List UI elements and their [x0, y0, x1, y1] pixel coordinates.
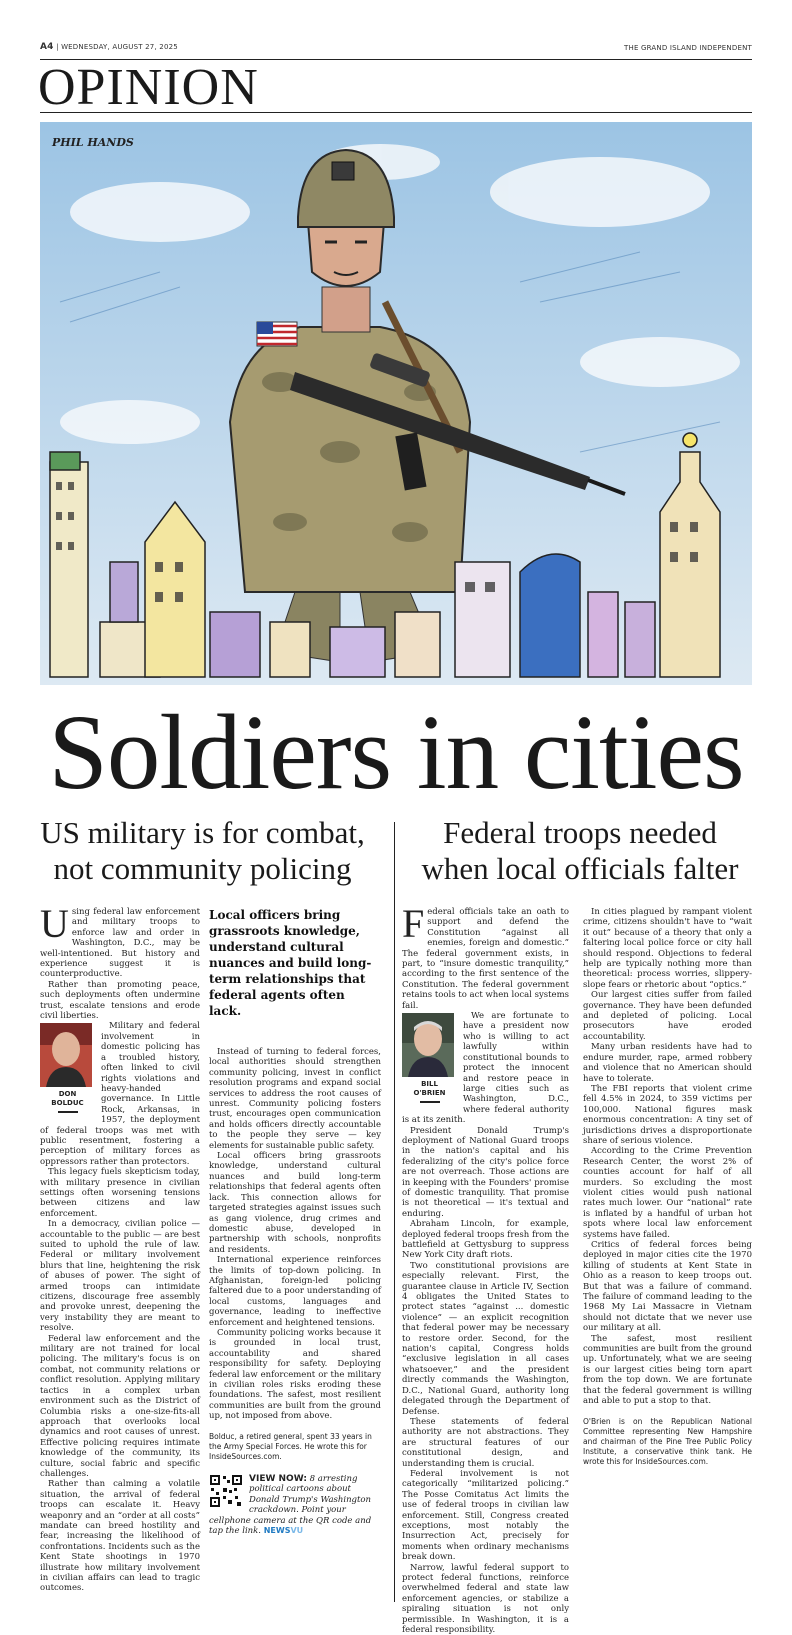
- right-article-column-2: [583, 907, 752, 1467]
- promo-text: 8 arresting political cartoons about Donald Trump's Washington crackdown. Point your cellphone camera at the QR code and tap the link.: [209, 1473, 372, 1537]
- left-subhead-line1: US military is for combat,: [40, 815, 365, 850]
- right-author-mug: [402, 1013, 457, 1103]
- right-subhead-line1: Federal troops needed: [443, 815, 717, 850]
- left-paragraph: Local officers bring grassroots knowledge, understand cultural nuances and build long-term relationships that federal agents often lack. This connection allows for targeted strategies against issues such as gang violence, drug crimes and domestic abuse, developed in partnership with schools, nonprofits and residents.: [209, 1151, 381, 1255]
- folio-date: WEDNESDAY, AUGUST 27, 2025: [61, 43, 178, 51]
- left-paragraph: Federal law enforcement and the military are not trained for local policing. The military's focus is on combat, not community relations or conflict resolution. Applying military tactics in a complex urban environment such as the District of Columbia risks a one-size-fits-all approach that overlooks local dynamics and root causes of unrest. Effective policing requires intimate knowledge of the community, its culture, social fabric and specific challenges.: [40, 1333, 200, 1479]
- newsvu-logo-news: NEWS: [263, 1526, 291, 1536]
- left-paragraph: Rather than calming a volatile situation, the arrival of federal troops can escalate it. Heavy weaponry and an “order at all costs” mandate can breed hostility and fear, increasing the likelihood of confrontations. Incidents such as the Kent State shootings in 1970 illustrate how military involvement in civilian affairs can lead to tragic outcomes.: [40, 1479, 200, 1594]
- newspaper-name: THE GRAND ISLAND INDEPENDENT: [624, 44, 752, 52]
- right-author-first: BILL: [421, 1080, 438, 1089]
- right-paragraph: The safest, most resilient communities are built from the ground up. Unfortunately, what we are seeing is our largest cities being torn apart from the top down. We are fortunate that the federal government is willing and able to put a stop to that.: [583, 1333, 752, 1407]
- left-paragraph: Community policing works because it is grounded in local trust, accountability and shared responsibility for safety. Deploying federal law enforcement or the military in civilian roles risks eroding these foundations. The safest, most resilient communities are built from the ground up, not imposed from above.: [209, 1327, 381, 1422]
- promo-label: VIEW NOW:: [249, 1473, 307, 1484]
- right-paragraph: Federal involvement is not categorically “militarized policing.” The Posse Comitatus Act limits the use of federal troops in civilian law enforcement. Still, Congress created exceptions, most notably the Insurrection Act, precisely for moments when ordinary mechanisms break down.: [402, 1468, 569, 1563]
- section-title: OPINION: [38, 59, 259, 116]
- right-article-column-1: [402, 901, 569, 1635]
- right-paragraph: Many urban residents have had to endure murder, rape, armed robbery and violence that no American should have to tolerate.: [583, 1042, 752, 1084]
- left-author-photo: [40, 1023, 92, 1087]
- left-subhead-line2: not community policing: [53, 851, 352, 886]
- right-paragraph: Critics of federal forces being deployed in major cities cite the 1970 killing of students at Kent State in Ohio as a reason to keep troops out. But that was a failure of command. The failure of command leading to the 1968 My Lai Massacre in Vietnam should not dictate that we never use our military at all.: [583, 1240, 752, 1334]
- left-dropcap: U: [40, 901, 69, 946]
- right-author-photo: [402, 1013, 454, 1077]
- right-subhead-line2: when local officials falter: [421, 851, 739, 886]
- folio-line: A4 | WEDNESDAY, AUGUST 27, 2025 THE GRAND ISLAND INDEPENDENT: [40, 42, 752, 52]
- left-author-tagline: Bolduc, a retired general, spent 33 years in the Army Special Forces. He wrote this for InsideSources.com.: [209, 1431, 372, 1461]
- column-divider: [394, 822, 395, 1602]
- newsvu-promo: [209, 1474, 381, 1537]
- left-author-last: BOLDUC: [51, 1099, 84, 1108]
- pull-quote: Local officers bring grassroots knowledge, understand cultural nuances and build long-term relationships that federal agents often lack.: [209, 908, 372, 1018]
- right-subhead: [405, 815, 755, 887]
- section-rule: [40, 112, 752, 113]
- newsvu-logo-vu: VU: [290, 1526, 304, 1536]
- newsvu-logo: [264, 1526, 303, 1535]
- right-paragraph: Our largest cities suffer from failed governance. They have been defunded and depleted of policing. Local prosecutors have eroded accountability.: [583, 990, 752, 1042]
- cartoonist-signature: PHIL HANDS: [52, 136, 134, 149]
- left-paragraph: Rather than promoting peace, such deployments often undermine trust, escalate tensions and erode civil liberties.: [40, 979, 200, 1022]
- left-paragraph: sing federal law enforcement and military troops to enforce law and order in Washington, D.C., may be well-intentioned. But history and experience suggest it is counterproductive.: [40, 907, 200, 980]
- right-paragraph: In cities plagued by rampant violent crime, citizens shouldn't have to “wait it out” because of a theory that only a faltering local police force or city hall should respond. Objections to federal help are typically nothing more than theoretical: process worries, slippery-slope fears or rhetoric about “optics.”: [583, 907, 752, 990]
- qr-code-icon[interactable]: [209, 1474, 243, 1508]
- left-author-first: DON: [58, 1090, 77, 1099]
- left-paragraph: This legacy fuels skepticism today, with military presence in civilian settings often worsening tensions between citizens and law enforcement.: [40, 1167, 200, 1219]
- right-author-last: O'BRIEN: [413, 1089, 446, 1098]
- left-paragraph: Instead of turning to federal forces, local authorities should strengthen community policing, invest in conflict resolution programs and expand social services to address the root causes of unrest. Community policing fosters trust, encourages open communication and holds officers directly accountable to the people they serve — key elements for sustainable public safety.: [209, 1047, 381, 1151]
- right-dropcap: F: [402, 901, 425, 946]
- left-subhead: [30, 815, 375, 887]
- left-article-column-2: [209, 907, 381, 1537]
- right-paragraph: Two constitutional provisions are especially relevant. First, the guarantee clause in Article IV, Section 4 obligates the United States to protect states “against ... domestic violence” — an explicit recognition that federal power may be necessary to restore order. Second, for the nation's capital, Congress holds “exclusive legislation in all cases whatsoever,” and the president directly commands the Washington, D.C., National Guard, authority long delegated through the Department of Defense.: [402, 1260, 569, 1417]
- left-paragraph: In a democracy, civilian police — accountable to the public — are best suited to uphold the rule of law. Federal or military involvement blurs that line, heightening the risk of abuses of power. The sight of armed troops can intimidate citizens, discourage free assembly and provoke unrest, deepening the very instability they are meant to resolve.: [40, 1219, 200, 1334]
- left-paragraph: International experience reinforces the limits of top-down policing. In Afghanistan, foreign-led policing faltered due to a poor understanding of local customs, languages and governance, leading to ineffective enforcement and heightened tensions.: [209, 1255, 381, 1328]
- left-article-column-1: [40, 901, 200, 1594]
- right-paragraph: These statements of federal authority are not abstractions. They are structural features of our constitutional design, and understanding them is crucial.: [402, 1416, 569, 1469]
- right-paragraph: Abraham Lincoln, for example, deployed federal troops fresh from the battlefield at Gettysburg to suppress New York City draft riots.: [402, 1219, 569, 1261]
- right-paragraph: President Donald Trump's deployment of National Guard troops in the nation's capital and his federalizing of the city's police force are not overreach. Those actions are in keeping with the Founders' promise of domestic tranquility. That promise is not theoretical — it's textual and enduring.: [402, 1125, 569, 1219]
- editorial-cartoon: [40, 122, 752, 685]
- main-headline: Soldiers in cities: [48, 694, 744, 812]
- right-paragraph: According to the Crime Prevention Research Center, the worst 2% of counties account for half of all murders. So excluding the most violent cities would push national rates much lower. Our “national” rate is inflated by a handful of urban hot spots where local law enforcement systems have failed.: [583, 1146, 752, 1240]
- right-paragraph: We are fortunate to have a president now who is willing to act lawfully within constitutional bounds to protect the innocent and restore peace in large cities such as Washington, D.C., where federal authority is at its zenith.: [402, 1011, 569, 1126]
- right-author-tagline: O'Brien is on the Republican National Committee representing New Hampshire and chairman of the Pine Tree Public Policy Institute, a conservative think tank. He wrote this for InsideSources.com.: [583, 1416, 752, 1466]
- right-paragraph: ederal officials take an oath to support and defend the Constitution “against all enemies, foreign and domestic.” The federal government exists, in part, to “insure domestic tranquility,” according to the first sentence of the Constitution. The federal government retains tools to act when local systems fail.: [402, 907, 569, 1011]
- right-paragraph: Narrow, lawful federal support to protect federal functions, reinforce overwhelmed federal and state law enforcement agencies, or stabilize a spiraling situation is not only permissible. In Washington, it is a federal responsibility.: [402, 1562, 569, 1635]
- page-number: A4: [40, 42, 54, 52]
- right-paragraph: The FBI reports that violent crime fell 4.5% in 2024, to 359 victims per 100,000. National figures mask enormous concentration: A tiny set of jurisdictions drives a disproportionate share of serious violence.: [583, 1083, 752, 1146]
- left-author-mug: [40, 1023, 95, 1113]
- left-paragraph: Military and federal involvement in domestic policing has a troubled history, often linked to civil rights violations and heavy-handed governance. In Little Rock, Arkansas, in 1957, the deployment of federal troops was met with public resentment, fostering a perception of military forces as oppressors rather than protectors.: [40, 1021, 200, 1167]
